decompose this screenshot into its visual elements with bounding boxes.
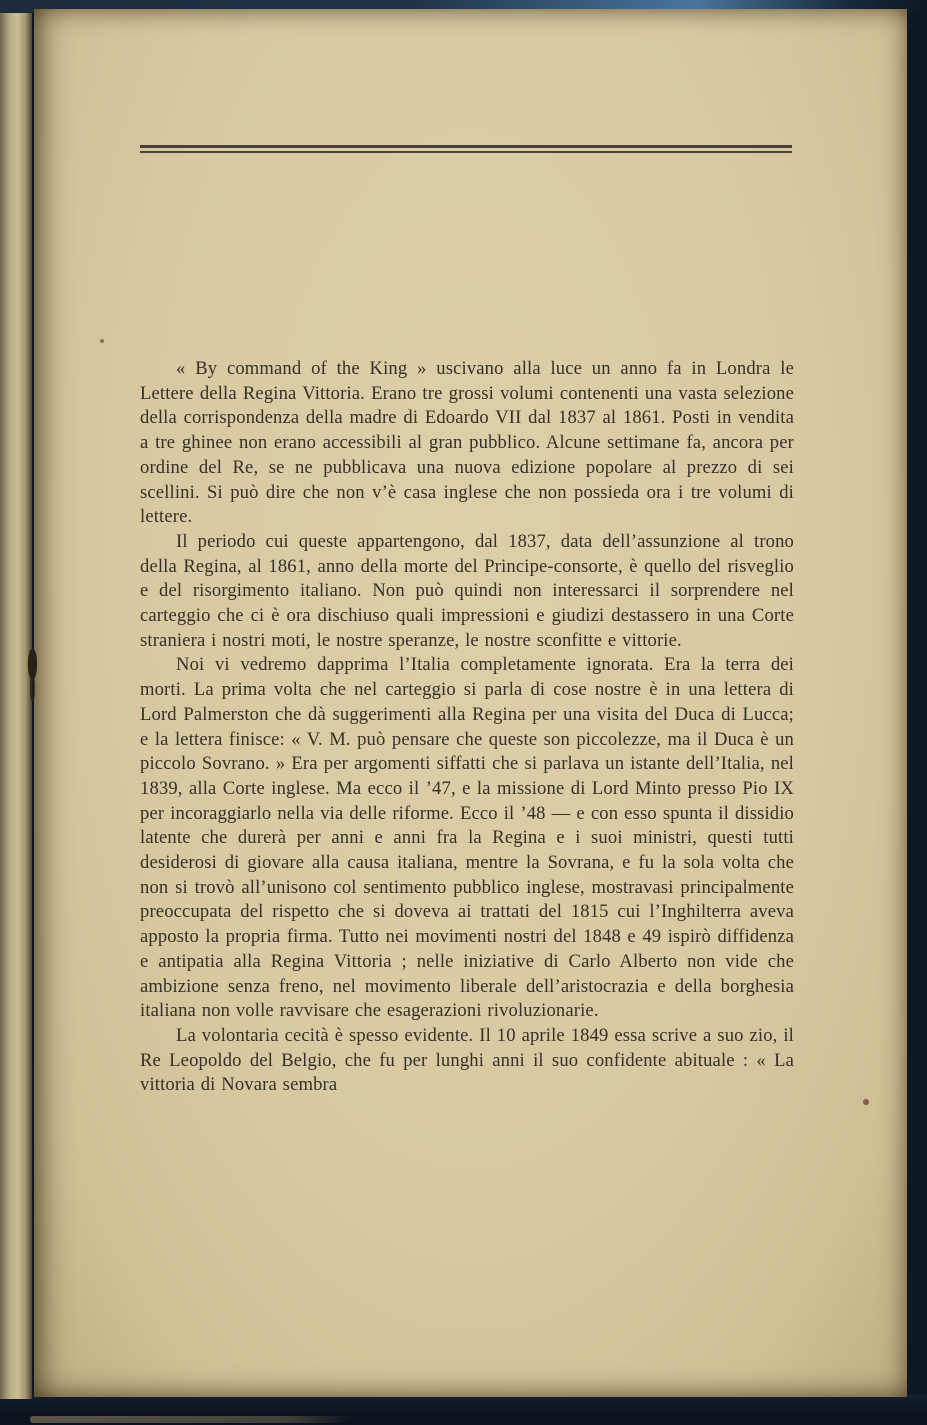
double-head-rule — [140, 145, 792, 153]
paragraph-3: Noi vi vedremo dapprima l’Italia completamente ignorata. Era la terra dei morti. La prima volta che nel carteggio si parla di cose nostre è in una lettera di Lord Palmerston che dà suggerimenti alla Regina per una visita del Duca di Lucca; e la lettera finisce: « V. M. può pensare che queste son piccolezze, ma il Duca è un piccolo Sovrano. » Era per argomenti siffatti che si parlava un istante dell’Italia, nel 1839, alla Corte inglese. Ma ecco il ’47, e la missione di Lord Minto presso Pio IX per incoraggiarlo nella via delle riforme. Ecco il ’48 — e con esso spunta il dissidio latente che durerà per anni e anni fra la Regina e i suoi ministri, questi tutti desiderosi di giovare alla causa italiana, mentre la Sovrana, e fu la sola volta che non si trovò all’unisono col sentimento pubblico inglese, mostravasi principalmente preoccupata del rispetto che si doveva ai trattati del 1815 cui l’Inghilterra aveva apposto la propria firma. Tutto nei movimenti nostri del 1848 e 49 ispirò diffidenza e antipatia alla Regina Vittoria ; nelle iniziative di Carlo Alberto non vide che ambizione senza freno, nel movimento liberale dell’aristocrazia e della borghesia italiana non volle ravvisare che esagerazioni rivoluzionarie. — [140, 654, 794, 1022]
underlying-page-edge — [0, 13, 32, 1399]
page-bottom-edge — [30, 1416, 350, 1423]
left-margin-speck — [100, 339, 104, 343]
gutter-ink-speck — [28, 649, 37, 679]
book-page-paper — [34, 9, 907, 1397]
paragraph-1: « By command of the King » uscivano alla luce un anno fa in Londra le Lettere della Regina Vittoria. Erano tre grossi volumi contenenti una vasta selezione della corrispondenza della madre di Edoardo VII dal 1837 al 1861. Posti in vendita a tre ghinee non erano accessibili al gran pubblico. Alcune settimane fa, ancora per ordine del Re, se ne pubblicava una nuova edizione popolare al prezzo di sei scellini. Si può dire che non v’è casa inglese che non possieda ora i tre volumi di lettere. — [140, 358, 794, 528]
paragraph-2: Il periodo cui queste appartengono, dal 1837, data dell’assunzione al trono della Regina, al 1861, anno della morte del Principe-consorte, è quello del risveglio e del risorgimento italiano. Non può quindi non interessarci il sorprendere nel carteggio che ci è ora dischiuso quali impressioni e giudizi destassero in una Corte straniera i nostri moti, le nostre speranze, le nostre sconfitte e vittorie. — [140, 530, 794, 651]
paragraph-4: La volontaria cecità è spesso evidente. Il 10 aprile 1849 essa scrive a suo zio, il Re Leopoldo del Belgio, che fu per lunghi anni il suo confidente abituale : « La vittoria di Novara sembra — [140, 1024, 794, 1096]
page-text-block — [140, 357, 794, 1098]
right-margin-speck — [863, 1099, 869, 1105]
